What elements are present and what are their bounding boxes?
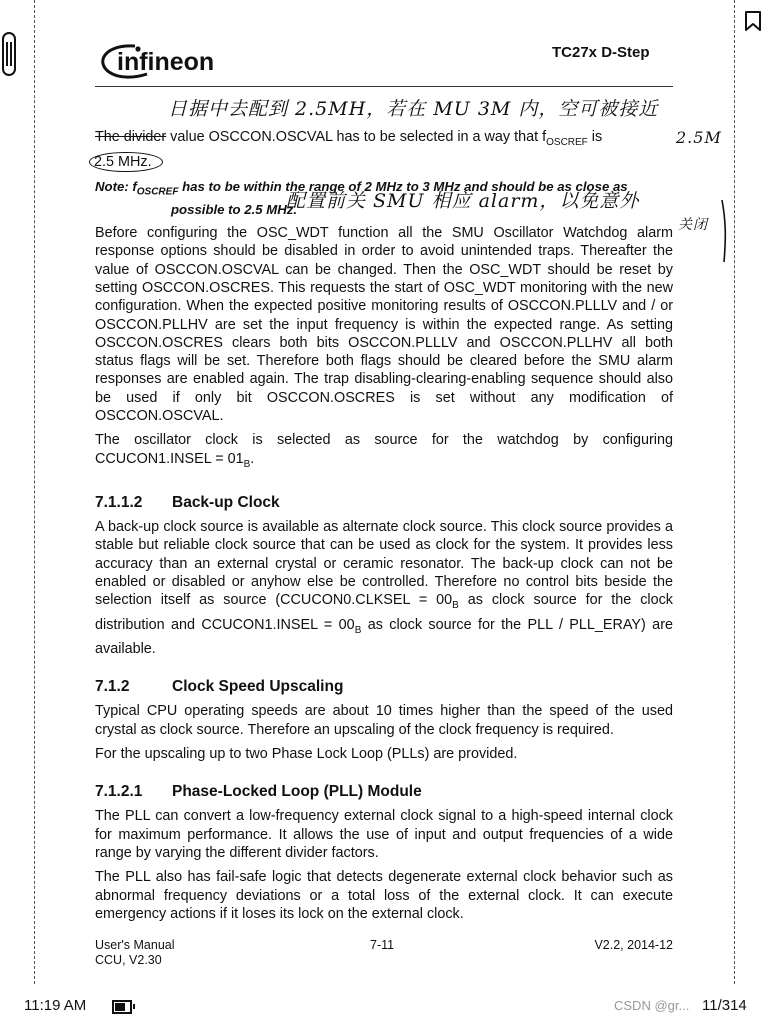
circled-text: 2.5 MHz.	[89, 152, 163, 172]
paragraph-divider: The divider value OSCCON.OSCVAL has to be selected in a way that $f_{OSCREF}$ is 2.5 MHz.	[95, 128, 673, 172]
watermark: CSDN @gr...	[614, 998, 690, 1013]
page-body	[95, 128, 673, 929]
paragraph-plls: For the upscaling up to two Phase Lock Loop (PLLs) are provided.	[95, 745, 518, 762]
left-page-edge	[34, 0, 35, 984]
battery-level	[115, 1003, 125, 1011]
heading-clock-upscaling: 7.1.2 Clock Speed Upscaling	[95, 677, 344, 695]
heading-pll-module: 7.1.2.1 Phase-Locked Loop (PLL) Module	[95, 783, 422, 801]
sidebar-handle-icon[interactable]	[2, 32, 16, 76]
right-page-edge	[734, 0, 735, 984]
paragraph-backup-clock: A back-up clock source is available as alternate clock source. This clock source provides a stable but reliable clock source that can be used as clock for the system. It provides less accuracy than an external crystal or ceramic resonator. The back-up clock can not be enabled or disabled or anyhow else be controlled. Therefore no control bits beside the selection itself as source (CCUCON0.CLKSEL = $00_B$ as clock source for the clock distribution and CCUCON1.INSEL = $00_B$ as clock source for the PLL / PLL_ERAY) are available.	[95, 519, 673, 657]
handwritten-note-line1-end: 2.5M	[676, 128, 722, 147]
note: Note: $f_{OSCREF}$ has to be within the range of 2 MHz to 3 MHz and should be as close as possible to 2.5 MHz.	[95, 179, 628, 218]
footer-manual: User's Manual	[95, 938, 175, 952]
paragraph-osc-wdt: Before configuring the OSC_WDT function all the SMU Oscillator Watchdog alarm response options should be disabled in order to avoid unintended traps. Thereafter the value of OSCCON.OSCVAL can be changed. Then the OSC_WDT should be reset by setting OSCCON.OSCRES. This requests the start of OSC_WDT monitoring with the new configuration. When the expected positive monitoring results of OSCCON.PLLLV and / or OSCCON.PLLHV are set the input frequency is within the expected range. As setting OSCCON.OSCRES clears both bits OSCCON.PLLLV and OSCCON.PLLHV all both status flags will be set. Therefore both flags should be cleared before the SMU alarm responses are enabled again. The trap disabling-clearing-enabling sequence should also be used if only bit OSCCON.OSCRES is set without any modification of OSCCON.OSCVAL.	[95, 225, 673, 425]
infineon-logo	[95, 38, 220, 90]
header-rule	[95, 86, 673, 87]
footer-page: 7-11	[370, 938, 395, 952]
bookmark-icon[interactable]	[744, 10, 762, 32]
logo-text: infineon	[117, 48, 215, 76]
paragraph-pll-convert: The PLL can convert a low-frequency external clock signal to a high-speed internal clock for maximum performance. It allows the use of input and output frequencies of a wide range by varying the different divider factors.	[95, 808, 673, 862]
page-counter[interactable]: 11/314	[702, 997, 747, 1014]
handwritten-mark	[700, 196, 730, 266]
clock: 11:19 AM	[24, 997, 87, 1014]
paragraph-upscaling: Typical CPU operating speeds are about 10 times higher than the speed of the used crystal as clock source. Therefore an upscaling of the clock frequency is required.	[95, 703, 673, 738]
handwritten-note-line1: 日据中去配到 2.5MH，若在 MU 3M 内，空可被接近	[168, 98, 659, 120]
status-bar	[0, 994, 768, 1024]
footer-ccu: CCU, V2.30	[95, 953, 162, 967]
handwritten-note-line2: 配置前关 SMU 相应 alarm，以免意外	[286, 190, 640, 212]
document-id: TC27x D-Step	[552, 44, 650, 61]
paragraph-osc-clock: The oscillator clock is selected as source for the watchdog by configuring CCUCON1.INSEL = $01_B$.	[95, 432, 673, 470]
handwritten-note-line2-end: 关闭	[678, 217, 708, 233]
battery-icon	[112, 1000, 132, 1014]
heading-backup-clock: 7.1.1.2 Back-up Clock	[95, 493, 280, 511]
paragraph-pll-failsafe: The PLL also has fail-safe logic that detects degenerate external clock behavior such as abnormal frequency deviations or a total loss of the external clock. It can execute emergency actions if it loses its lock on the external clock.	[95, 869, 673, 922]
footer-version: V2.2, 2014-12	[594, 938, 673, 952]
